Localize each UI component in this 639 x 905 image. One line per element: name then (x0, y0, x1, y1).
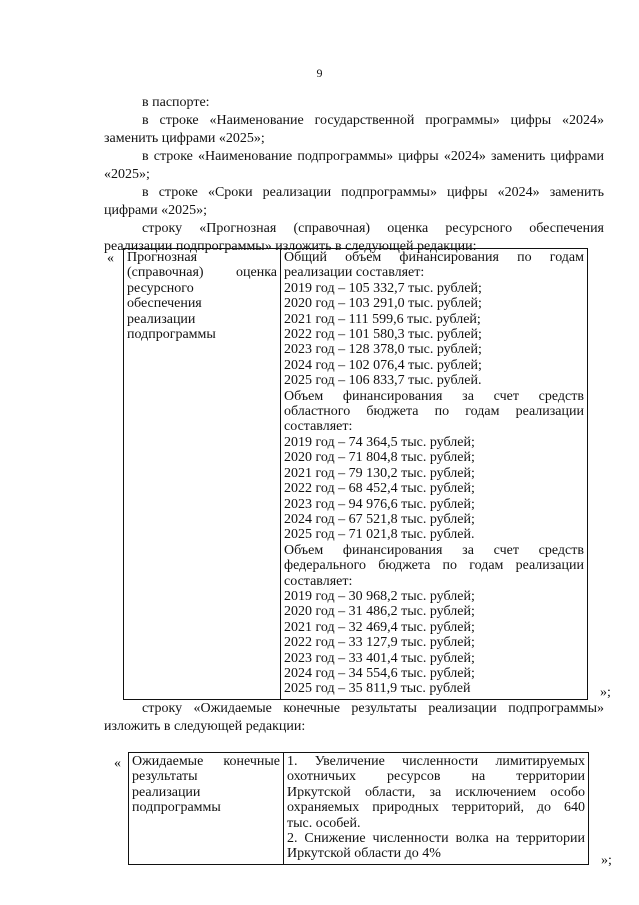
results-value-cell (284, 753, 589, 865)
table2-close-quote: »; (601, 853, 612, 868)
federal-year-row: 2020 год – 31 486,2 тыс. рублей; (284, 604, 475, 620)
resource-value-cell (281, 249, 588, 700)
table1-close-quote: »; (600, 685, 611, 700)
regional-year-row: 2023 год – 94 976,6 тыс. рублей; (284, 496, 475, 512)
regional-heading: составляет: (284, 419, 353, 435)
results-line: Иркутской области, за исключением особо (287, 784, 585, 800)
intro-in-passport: в паспорте: (142, 95, 210, 110)
results-line: охотничьих ресурсов на территории (287, 769, 585, 785)
results-label-line: Ожидаемые конечные (132, 754, 280, 769)
results-line: тыс. особей. (287, 815, 361, 831)
results-line: Иркутской области до 4% (287, 846, 441, 862)
middle-instruction: строку «Ожидаемые конечные результаты реализации подпрограммы» изложить в следующей редакции: (104, 701, 604, 734)
total-heading: Общий объем финансирования по годам (284, 250, 584, 265)
results-line: 2. Снижение численности волка на территории (287, 831, 585, 847)
total-year-row: 2022 год – 101 580,3 тыс. рублей; (284, 327, 482, 343)
results-label-line: результаты (132, 769, 198, 785)
resource-label-line: ресурсного (127, 280, 194, 296)
results-line: 1. Увеличение численности лимитируемых (287, 754, 585, 769)
federal-heading: составляет: (284, 573, 353, 589)
results-label-line: реализации (132, 784, 201, 800)
intro-program-name: в строке «Наименование государственной программы» цифры «2024» заменить цифрами «2025»; (104, 113, 604, 146)
regional-year-row: 2024 год – 67 521,8 тыс. рублей; (284, 511, 475, 527)
regional-year-row: 2022 год – 68 452,4 тыс. рублей; (284, 481, 475, 497)
regional-year-row: 2025 год – 71 021,8 тыс. рублей. (284, 527, 475, 543)
resource-label-line: обеспечения (127, 296, 202, 312)
regional-heading: Объем финансирования за счет средств (284, 388, 584, 404)
results-label-line: подпрограммы (132, 800, 221, 816)
results-line: охраняемых природных территорий, до 640 (287, 800, 585, 816)
federal-heading: Объем финансирования за счет средств (284, 542, 584, 558)
total-year-row: 2019 год – 105 332,7 тыс. рублей; (284, 280, 482, 296)
intro-subprogram-terms: в строке «Сроки реализации подпрограммы» цифры «2024» заменить цифрами «2025»; (104, 185, 604, 218)
resource-label-line: Прогнозная (127, 250, 198, 265)
regional-heading: областного бюджета по годам реализации (284, 404, 584, 420)
regional-year-row: 2019 год – 74 364,5 тыс. рублей; (284, 434, 475, 450)
federal-year-row: 2021 год – 32 469,4 тыс. рублей; (284, 619, 475, 635)
federal-year-row: 2019 год – 30 968,2 тыс. рублей; (284, 588, 475, 604)
resource-label-line: (справочная) оценка (127, 265, 277, 281)
table1-open-quote: « (107, 251, 114, 266)
intro-resource-estimate: строку «Прогнозная (справочная) оценка ресурсного обеспечения реализации подпрограммы» изложить в следующей редакции: (104, 221, 604, 254)
results-table (128, 752, 589, 865)
resource-label-cell (124, 249, 281, 700)
intro-subprogram-name: в строке «Наименование подпрограммы» цифры «2024» заменить цифрами «2025»; (104, 149, 604, 182)
results-label-cell (129, 753, 284, 865)
resource-table (123, 248, 588, 700)
regional-year-row: 2020 год – 71 804,8 тыс. рублей; (284, 450, 475, 466)
table2-open-quote: « (114, 756, 121, 771)
total-year-row: 2024 год – 102 076,4 тыс. рублей; (284, 357, 482, 373)
resource-label-line: подпрограммы (127, 327, 216, 343)
resource-label-line: реализации (127, 311, 196, 327)
regional-year-row: 2021 год – 79 130,2 тыс. рублей; (284, 465, 475, 481)
federal-year-row: 2025 год – 35 811,9 тыс. рублей (284, 681, 471, 697)
total-year-row: 2020 год – 103 291,0 тыс. рублей; (284, 296, 482, 312)
federal-heading: федерального бюджета по годам реализации (284, 558, 584, 574)
page-number: 9 (316, 66, 323, 80)
federal-year-row: 2022 год – 33 127,9 тыс. рублей; (284, 635, 475, 651)
federal-year-row: 2024 год – 34 554,6 тыс. рублей; (284, 665, 475, 681)
total-heading: реализации составляет: (284, 265, 425, 281)
total-year-row: 2025 год – 106 833,7 тыс. рублей. (284, 373, 482, 389)
total-year-row: 2021 год – 111 599,6 тыс. рублей; (284, 311, 481, 327)
total-year-row: 2023 год – 128 378,0 тыс. рублей; (284, 342, 482, 358)
federal-year-row: 2023 год – 33 401,4 тыс. рублей; (284, 650, 475, 666)
